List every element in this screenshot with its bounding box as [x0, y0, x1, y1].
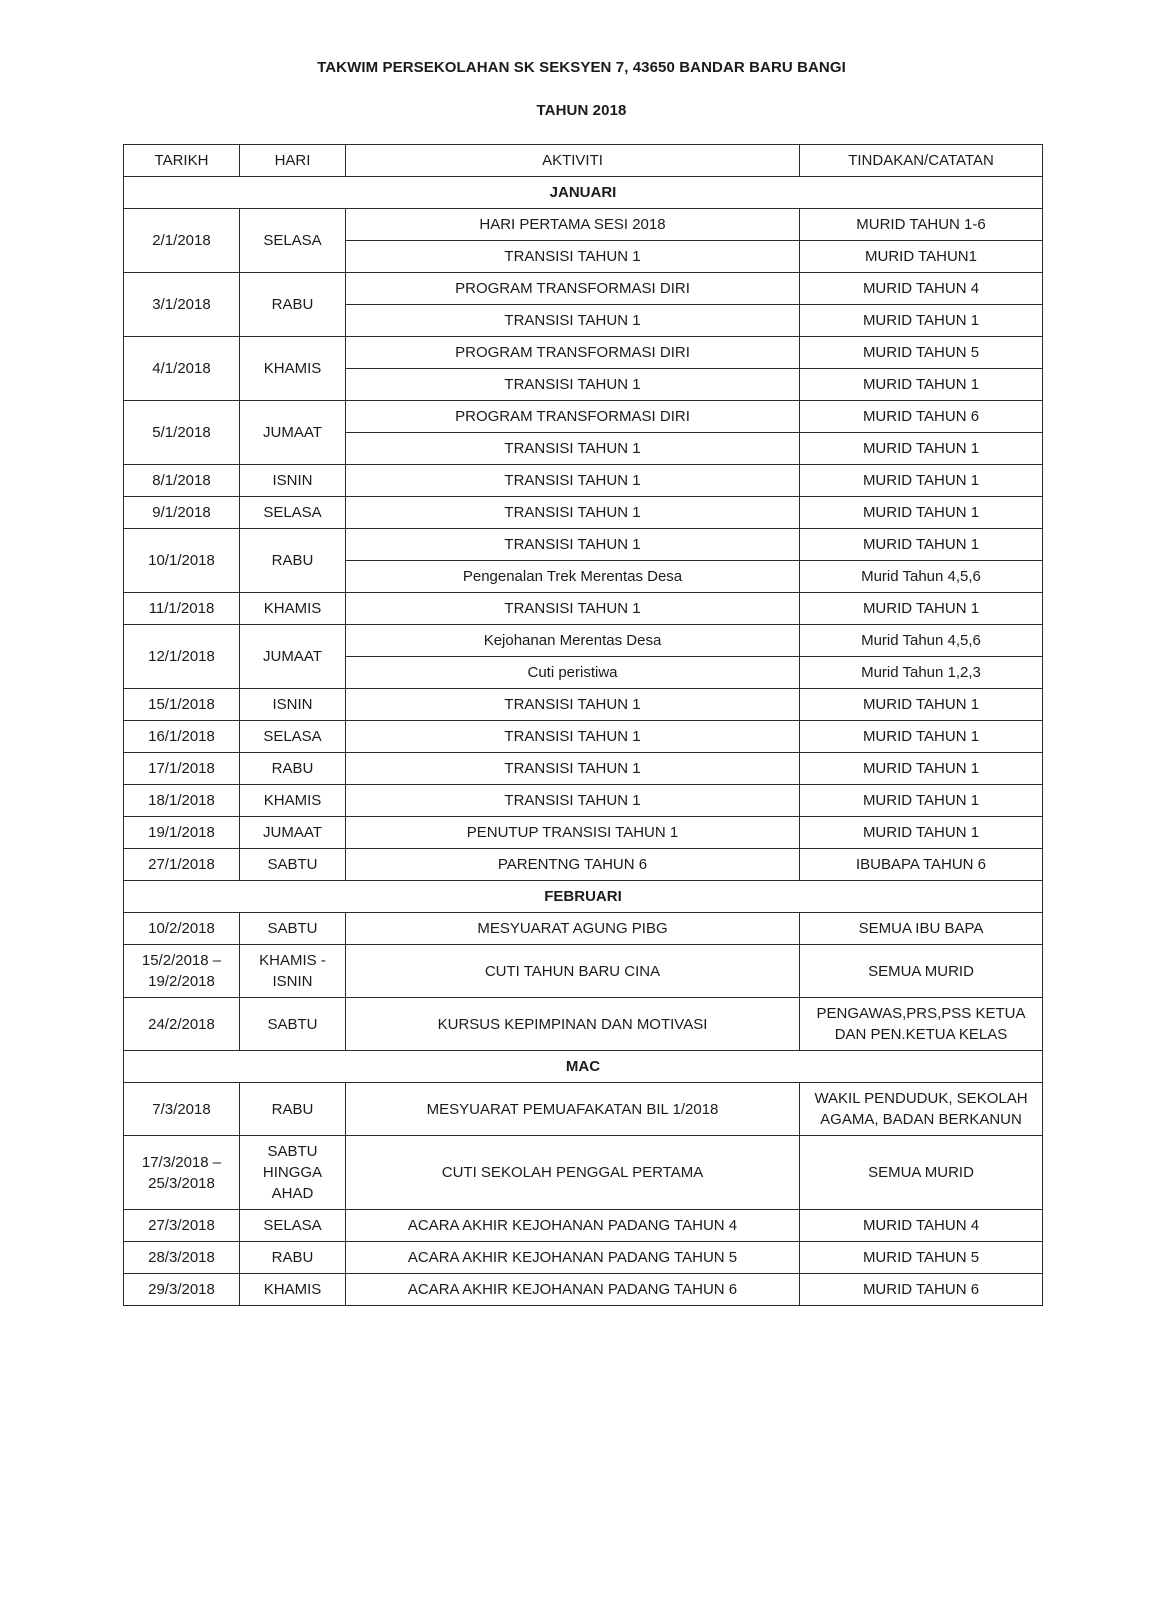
day-cell: RABU [240, 273, 346, 337]
column-header-date: TARIKH [124, 145, 240, 177]
date-cell: 24/2/2018 [124, 998, 240, 1051]
activity-cell: TRANSISI TAHUN 1 [346, 529, 800, 561]
activity-cell: TRANSISI TAHUN 1 [346, 721, 800, 753]
month-heading: FEBRUARI [124, 881, 1043, 913]
date-cell: 4/1/2018 [124, 337, 240, 401]
day-cell: RABU [240, 529, 346, 593]
activity-cell: PENUTUP TRANSISI TAHUN 1 [346, 817, 800, 849]
activity-cell: PROGRAM TRANSFORMASI DIRI [346, 401, 800, 433]
table-row [124, 1083, 1043, 1136]
note-cell: Murid Tahun 4,5,6 [800, 561, 1043, 593]
note-cell: MURID TAHUN 6 [800, 401, 1043, 433]
page-subtitle: TAHUN 2018 [536, 102, 627, 119]
activity-cell: TRANSISI TAHUN 1 [346, 753, 800, 785]
calendar-body [124, 177, 1043, 1306]
note-cell: MURID TAHUN 1 [800, 721, 1043, 753]
activity-cell: CUTI TAHUN BARU CINA [346, 945, 800, 998]
day-cell: RABU [240, 1242, 346, 1274]
table-row [124, 1274, 1043, 1306]
date-cell: 11/1/2018 [124, 593, 240, 625]
day-cell: SABTU [240, 849, 346, 881]
calendar-table [123, 144, 1043, 1306]
note-cell: MURID TAHUN 1 [800, 593, 1043, 625]
note-cell: MURID TAHUN 4 [800, 273, 1043, 305]
activity-cell: TRANSISI TAHUN 1 [346, 465, 800, 497]
date-cell: 9/1/2018 [124, 497, 240, 529]
month-heading: MAC [124, 1051, 1043, 1083]
activity-cell: Cuti peristiwa [346, 657, 800, 689]
table-row [124, 1210, 1043, 1242]
month-row [124, 177, 1043, 209]
note-cell: MURID TAHUN 1 [800, 465, 1043, 497]
day-cell: JUMAAT [240, 401, 346, 465]
note-cell: MURID TAHUN 5 [800, 1242, 1043, 1274]
table-row [124, 529, 1043, 561]
activity-cell: MESYUARAT PEMUAFAKATAN BIL 1/2018 [346, 1083, 800, 1136]
note-cell: MURID TAHUN 1 [800, 433, 1043, 465]
table-row [124, 593, 1043, 625]
note-cell: SEMUA MURID [800, 1136, 1043, 1210]
note-cell: MURID TAHUN 1 [800, 785, 1043, 817]
note-cell: SEMUA MURID [800, 945, 1043, 998]
activity-cell: ACARA AKHIR KEJOHANAN PADANG TAHUN 6 [346, 1274, 800, 1306]
note-cell: MURID TAHUN1 [800, 241, 1043, 273]
date-cell: 8/1/2018 [124, 465, 240, 497]
activity-cell: TRANSISI TAHUN 1 [346, 305, 800, 337]
day-cell: SELASA [240, 721, 346, 753]
table-row [124, 273, 1043, 305]
date-cell: 2/1/2018 [124, 209, 240, 273]
table-row [124, 785, 1043, 817]
note-cell: MURID TAHUN 1 [800, 369, 1043, 401]
day-cell: SABTU [240, 913, 346, 945]
day-cell: KHAMIS [240, 1274, 346, 1306]
activity-cell: TRANSISI TAHUN 1 [346, 433, 800, 465]
note-cell: MURID TAHUN 1 [800, 529, 1043, 561]
table-row [124, 721, 1043, 753]
day-cell: KHAMIS [240, 593, 346, 625]
table-row [124, 849, 1043, 881]
table-row [124, 913, 1043, 945]
activity-cell: HARI PERTAMA SESI 2018 [346, 209, 800, 241]
note-cell: WAKIL PENDUDUK, SEKOLAH AGAMA, BADAN BERKANUN [800, 1083, 1043, 1136]
table-row [124, 625, 1043, 657]
date-cell: 16/1/2018 [124, 721, 240, 753]
activity-cell: KURSUS KEPIMPINAN DAN MOTIVASI [346, 998, 800, 1051]
date-cell: 10/2/2018 [124, 913, 240, 945]
page-title: TAKWIM PERSEKOLAHAN SK SEKSYEN 7, 43650 BANDAR BARU BANGI [317, 59, 846, 76]
activity-cell: Pengenalan Trek Merentas Desa [346, 561, 800, 593]
activity-cell: PROGRAM TRANSFORMASI DIRI [346, 273, 800, 305]
day-cell: JUMAAT [240, 625, 346, 689]
column-header-activity: AKTIVITI [346, 145, 800, 177]
activity-cell: TRANSISI TAHUN 1 [346, 241, 800, 273]
date-cell: 17/3/2018 – 25/3/2018 [124, 1136, 240, 1210]
table-row [124, 817, 1043, 849]
date-cell: 17/1/2018 [124, 753, 240, 785]
day-cell: SELASA [240, 1210, 346, 1242]
table-row [124, 497, 1043, 529]
day-cell: ISNIN [240, 465, 346, 497]
day-cell: RABU [240, 753, 346, 785]
note-cell: IBUBAPA TAHUN 6 [800, 849, 1043, 881]
column-header-note: TINDAKAN/CATATAN [800, 145, 1043, 177]
date-cell: 3/1/2018 [124, 273, 240, 337]
day-cell: JUMAAT [240, 817, 346, 849]
activity-cell: TRANSISI TAHUN 1 [346, 689, 800, 721]
table-row [124, 401, 1043, 433]
table-header-row [124, 145, 1043, 177]
activity-cell: Kejohanan Merentas Desa [346, 625, 800, 657]
date-cell: 12/1/2018 [124, 625, 240, 689]
table-row [124, 337, 1043, 369]
note-cell: MURID TAHUN 1 [800, 305, 1043, 337]
date-cell: 27/1/2018 [124, 849, 240, 881]
activity-cell: CUTI SEKOLAH PENGGAL PERTAMA [346, 1136, 800, 1210]
day-cell: SABTU HINGGA AHAD [240, 1136, 346, 1210]
note-cell: MURID TAHUN 1-6 [800, 209, 1043, 241]
note-cell: MURID TAHUN 4 [800, 1210, 1043, 1242]
activity-cell: TRANSISI TAHUN 1 [346, 497, 800, 529]
note-cell: MURID TAHUN 1 [800, 753, 1043, 785]
activity-cell: MESYUARAT AGUNG PIBG [346, 913, 800, 945]
note-cell: Murid Tahun 4,5,6 [800, 625, 1043, 657]
note-cell: PENGAWAS,PRS,PSS KETUA DAN PEN.KETUA KELAS [800, 998, 1043, 1051]
note-cell: MURID TAHUN 6 [800, 1274, 1043, 1306]
note-cell: Murid Tahun 1,2,3 [800, 657, 1043, 689]
activity-cell: PARENTNG TAHUN 6 [346, 849, 800, 881]
table-row [124, 465, 1043, 497]
activity-cell: TRANSISI TAHUN 1 [346, 593, 800, 625]
month-row [124, 1051, 1043, 1083]
day-cell: SELASA [240, 209, 346, 273]
note-cell: SEMUA IBU BAPA [800, 913, 1043, 945]
table-row [124, 209, 1043, 241]
date-cell: 15/2/2018 – 19/2/2018 [124, 945, 240, 998]
note-cell: MURID TAHUN 5 [800, 337, 1043, 369]
note-cell: MURID TAHUN 1 [800, 689, 1043, 721]
activity-cell: ACARA AKHIR KEJOHANAN PADANG TAHUN 4 [346, 1210, 800, 1242]
date-cell: 10/1/2018 [124, 529, 240, 593]
day-cell: SABTU [240, 998, 346, 1051]
date-cell: 5/1/2018 [124, 401, 240, 465]
date-cell: 28/3/2018 [124, 1242, 240, 1274]
day-cell: SELASA [240, 497, 346, 529]
table-row [124, 1136, 1043, 1210]
column-header-day: HARI [240, 145, 346, 177]
month-row [124, 881, 1043, 913]
activity-cell: PROGRAM TRANSFORMASI DIRI [346, 337, 800, 369]
date-cell: 7/3/2018 [124, 1083, 240, 1136]
day-cell: KHAMIS - ISNIN [240, 945, 346, 998]
day-cell: KHAMIS [240, 785, 346, 817]
date-cell: 18/1/2018 [124, 785, 240, 817]
date-cell: 29/3/2018 [124, 1274, 240, 1306]
table-row [124, 1242, 1043, 1274]
note-cell: MURID TAHUN 1 [800, 817, 1043, 849]
day-cell: KHAMIS [240, 337, 346, 401]
table-row [124, 945, 1043, 998]
date-cell: 27/3/2018 [124, 1210, 240, 1242]
month-heading: JANUARI [124, 177, 1043, 209]
date-cell: 15/1/2018 [124, 689, 240, 721]
table-row [124, 753, 1043, 785]
table-row [124, 689, 1043, 721]
activity-cell: ACARA AKHIR KEJOHANAN PADANG TAHUN 5 [346, 1242, 800, 1274]
table-row [124, 998, 1043, 1051]
note-cell: MURID TAHUN 1 [800, 497, 1043, 529]
date-cell: 19/1/2018 [124, 817, 240, 849]
day-cell: ISNIN [240, 689, 346, 721]
activity-cell: TRANSISI TAHUN 1 [346, 369, 800, 401]
day-cell: RABU [240, 1083, 346, 1136]
activity-cell: TRANSISI TAHUN 1 [346, 785, 800, 817]
